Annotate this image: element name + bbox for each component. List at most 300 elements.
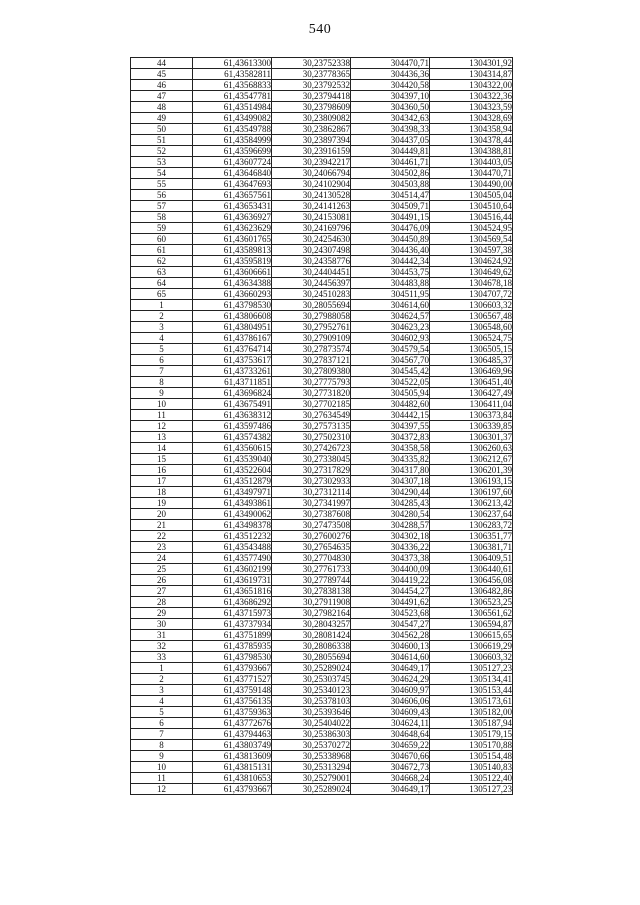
y-coordinate-cell: 1304322,00: [430, 80, 513, 91]
x-coordinate-cell: 304290,44: [351, 487, 430, 498]
y-coordinate-cell: 1306567,48: [430, 311, 513, 322]
point-number-cell: 19: [131, 498, 193, 509]
x-coordinate-cell: 304624,29: [351, 674, 430, 685]
x-coordinate-cell: 304545,42: [351, 366, 430, 377]
point-number-cell: 29: [131, 608, 193, 619]
table-row: [131, 729, 513, 740]
point-number-cell: 18: [131, 487, 193, 498]
longitude-cell: 30,27317829: [272, 465, 351, 476]
x-coordinate-cell: 304562,28: [351, 630, 430, 641]
table-row: [131, 223, 513, 234]
y-coordinate-cell: 1306505,15: [430, 344, 513, 355]
latitude-cell: 61,43813609: [193, 751, 272, 762]
latitude-cell: 61,43803749: [193, 740, 272, 751]
latitude-cell: 61,43794463: [193, 729, 272, 740]
longitude-cell: 30,27702185: [272, 399, 351, 410]
table-row: [131, 674, 513, 685]
table-row: [131, 190, 513, 201]
y-coordinate-cell: 1306469,96: [430, 366, 513, 377]
table-row: [131, 465, 513, 476]
longitude-cell: 30,25289024: [272, 784, 351, 795]
longitude-cell: 30,25404022: [272, 718, 351, 729]
y-coordinate-cell: 1306524,75: [430, 333, 513, 344]
x-coordinate-cell: 304398,33: [351, 124, 430, 135]
latitude-cell: 61,43602199: [193, 564, 272, 575]
point-number-cell: 52: [131, 146, 193, 157]
table-row: [131, 201, 513, 212]
y-coordinate-cell: 1306451,40: [430, 377, 513, 388]
longitude-cell: 30,27341997: [272, 498, 351, 509]
longitude-cell: 30,23798609: [272, 102, 351, 113]
latitude-cell: 61,43522604: [193, 465, 272, 476]
longitude-cell: 30,27761733: [272, 564, 351, 575]
latitude-cell: 61,43539040: [193, 454, 272, 465]
point-number-cell: 27: [131, 586, 193, 597]
table-row: [131, 212, 513, 223]
x-coordinate-cell: 304302,18: [351, 531, 430, 542]
table-row: [131, 740, 513, 751]
x-coordinate-cell: 304307,18: [351, 476, 430, 487]
point-number-cell: 4: [131, 333, 193, 344]
latitude-cell: 61,43686292: [193, 597, 272, 608]
table-row: [131, 498, 513, 509]
latitude-cell: 61,43514984: [193, 102, 272, 113]
x-coordinate-cell: 304288,57: [351, 520, 430, 531]
table-row: [131, 751, 513, 762]
latitude-cell: 61,43577490: [193, 553, 272, 564]
latitude-cell: 61,43493861: [193, 498, 272, 509]
point-number-cell: 3: [131, 322, 193, 333]
latitude-cell: 61,43785935: [193, 641, 272, 652]
x-coordinate-cell: 304400,09: [351, 564, 430, 575]
table-row: [131, 245, 513, 256]
latitude-cell: 61,43549788: [193, 124, 272, 135]
table-row: [131, 344, 513, 355]
latitude-cell: 61,43756135: [193, 696, 272, 707]
latitude-cell: 61,43634388: [193, 278, 272, 289]
longitude-cell: 30,28086338: [272, 641, 351, 652]
y-coordinate-cell: 1305127,23: [430, 663, 513, 674]
longitude-cell: 30,23752338: [272, 58, 351, 69]
coordinates-table-body: [131, 58, 513, 795]
longitude-cell: 30,24066794: [272, 168, 351, 179]
x-coordinate-cell: 304454,27: [351, 586, 430, 597]
point-number-cell: 22: [131, 531, 193, 542]
x-coordinate-cell: 304442,15: [351, 410, 430, 421]
latitude-cell: 61,43733261: [193, 366, 272, 377]
x-coordinate-cell: 304335,82: [351, 454, 430, 465]
x-coordinate-cell: 304476,09: [351, 223, 430, 234]
point-number-cell: 63: [131, 267, 193, 278]
point-number-cell: 2: [131, 311, 193, 322]
x-coordinate-cell: 304509,71: [351, 201, 430, 212]
y-coordinate-cell: 1305182,00: [430, 707, 513, 718]
table-row: [131, 663, 513, 674]
y-coordinate-cell: 1306260,63: [430, 443, 513, 454]
table-row: [131, 267, 513, 278]
latitude-cell: 61,43498378: [193, 520, 272, 531]
y-coordinate-cell: 1305173,61: [430, 696, 513, 707]
longitude-cell: 30,27502310: [272, 432, 351, 443]
table-row: [131, 234, 513, 245]
longitude-cell: 30,28081424: [272, 630, 351, 641]
x-coordinate-cell: 304436,40: [351, 245, 430, 256]
point-number-cell: 62: [131, 256, 193, 267]
longitude-cell: 30,24456397: [272, 278, 351, 289]
table-row: [131, 619, 513, 630]
latitude-cell: 61,43798530: [193, 652, 272, 663]
x-coordinate-cell: 304449,81: [351, 146, 430, 157]
longitude-cell: 30,27731820: [272, 388, 351, 399]
x-coordinate-cell: 304672,73: [351, 762, 430, 773]
point-number-cell: 56: [131, 190, 193, 201]
x-coordinate-cell: 304491,15: [351, 212, 430, 223]
longitude-cell: 30,28055694: [272, 652, 351, 663]
point-number-cell: 4: [131, 696, 193, 707]
point-number-cell: 23: [131, 542, 193, 553]
point-number-cell: 50: [131, 124, 193, 135]
longitude-cell: 30,24510283: [272, 289, 351, 300]
latitude-cell: 61,43512879: [193, 476, 272, 487]
x-coordinate-cell: 304360,50: [351, 102, 430, 113]
y-coordinate-cell: 1304597,38: [430, 245, 513, 256]
latitude-cell: 61,43804951: [193, 322, 272, 333]
y-coordinate-cell: 1305170,88: [430, 740, 513, 751]
x-coordinate-cell: 304609,43: [351, 707, 430, 718]
latitude-cell: 61,43711851: [193, 377, 272, 388]
latitude-cell: 61,43675491: [193, 399, 272, 410]
longitude-cell: 30,25370272: [272, 740, 351, 751]
latitude-cell: 61,43759148: [193, 685, 272, 696]
x-coordinate-cell: 304317,80: [351, 465, 430, 476]
longitude-cell: 30,28055694: [272, 300, 351, 311]
latitude-cell: 61,43560615: [193, 443, 272, 454]
y-coordinate-cell: 1304470,71: [430, 168, 513, 179]
point-number-cell: 6: [131, 718, 193, 729]
longitude-cell: 30,25386303: [272, 729, 351, 740]
x-coordinate-cell: 304491,62: [351, 597, 430, 608]
longitude-cell: 30,27600276: [272, 531, 351, 542]
table-row: [131, 564, 513, 575]
table-row: [131, 553, 513, 564]
table-row: [131, 685, 513, 696]
latitude-cell: 61,43806608: [193, 311, 272, 322]
longitude-cell: 30,23809082: [272, 113, 351, 124]
table-row: [131, 366, 513, 377]
x-coordinate-cell: 304670,66: [351, 751, 430, 762]
longitude-cell: 30,27952761: [272, 322, 351, 333]
longitude-cell: 30,24307498: [272, 245, 351, 256]
y-coordinate-cell: 1306615,65: [430, 630, 513, 641]
x-coordinate-cell: 304649,17: [351, 784, 430, 795]
table-row: [131, 773, 513, 784]
latitude-cell: 61,43636927: [193, 212, 272, 223]
longitude-cell: 30,23916159: [272, 146, 351, 157]
y-coordinate-cell: 1305127,23: [430, 784, 513, 795]
point-number-cell: 10: [131, 762, 193, 773]
longitude-cell: 30,24404451: [272, 267, 351, 278]
x-coordinate-cell: 304397,55: [351, 421, 430, 432]
point-number-cell: 48: [131, 102, 193, 113]
x-coordinate-cell: 304358,58: [351, 443, 430, 454]
point-number-cell: 28: [131, 597, 193, 608]
table-row: [131, 146, 513, 157]
point-number-cell: 9: [131, 751, 193, 762]
longitude-cell: 30,27909109: [272, 333, 351, 344]
point-number-cell: 1: [131, 300, 193, 311]
y-coordinate-cell: 1306212,67: [430, 454, 513, 465]
longitude-cell: 30,27988058: [272, 311, 351, 322]
x-coordinate-cell: 304373,38: [351, 553, 430, 564]
table-row: [131, 542, 513, 553]
table-row: [131, 388, 513, 399]
point-number-cell: 9: [131, 388, 193, 399]
table-row: [131, 157, 513, 168]
latitude-cell: 61,43499082: [193, 113, 272, 124]
point-number-cell: 12: [131, 421, 193, 432]
point-number-cell: 24: [131, 553, 193, 564]
page-number: 540: [308, 22, 332, 37]
y-coordinate-cell: 1306603,32: [430, 300, 513, 311]
y-coordinate-cell: 1306193,15: [430, 476, 513, 487]
x-coordinate-cell: 304419,22: [351, 575, 430, 586]
point-number-cell: 5: [131, 344, 193, 355]
table-row: [131, 399, 513, 410]
coordinates-table: [130, 57, 513, 795]
x-coordinate-cell: 304668,24: [351, 773, 430, 784]
table-row: [131, 300, 513, 311]
y-coordinate-cell: 1304378,44: [430, 135, 513, 146]
longitude-cell: 30,25313294: [272, 762, 351, 773]
x-coordinate-cell: 304505,94: [351, 388, 430, 399]
point-number-cell: 14: [131, 443, 193, 454]
longitude-cell: 30,27573135: [272, 421, 351, 432]
latitude-cell: 61,43657561: [193, 190, 272, 201]
table-row: [131, 575, 513, 586]
y-coordinate-cell: 1305154,48: [430, 751, 513, 762]
y-coordinate-cell: 1306561,62: [430, 608, 513, 619]
y-coordinate-cell: 1306440,61: [430, 564, 513, 575]
point-number-cell: 49: [131, 113, 193, 124]
longitude-cell: 30,27654635: [272, 542, 351, 553]
longitude-cell: 30,25340123: [272, 685, 351, 696]
latitude-cell: 61,43596699: [193, 146, 272, 157]
y-coordinate-cell: 1306427,49: [430, 388, 513, 399]
x-coordinate-cell: 304614,60: [351, 300, 430, 311]
point-number-cell: 12: [131, 784, 193, 795]
point-number-cell: 60: [131, 234, 193, 245]
table-row: [131, 718, 513, 729]
point-number-cell: 7: [131, 366, 193, 377]
x-coordinate-cell: 304514,47: [351, 190, 430, 201]
latitude-cell: 61,43582811: [193, 69, 272, 80]
longitude-cell: 30,27426723: [272, 443, 351, 454]
y-coordinate-cell: 1306485,37: [430, 355, 513, 366]
point-number-cell: 16: [131, 465, 193, 476]
table-row: [131, 58, 513, 69]
y-coordinate-cell: 1305187,94: [430, 718, 513, 729]
point-number-cell: 8: [131, 740, 193, 751]
x-coordinate-cell: 304461,71: [351, 157, 430, 168]
x-coordinate-cell: 304623,23: [351, 322, 430, 333]
y-coordinate-cell: 1304505,04: [430, 190, 513, 201]
y-coordinate-cell: 1304649,62: [430, 267, 513, 278]
latitude-cell: 61,43584999: [193, 135, 272, 146]
point-number-cell: 7: [131, 729, 193, 740]
y-coordinate-cell: 1306213,42: [430, 498, 513, 509]
x-coordinate-cell: 304420,58: [351, 80, 430, 91]
y-coordinate-cell: 1304358,94: [430, 124, 513, 135]
longitude-cell: 30,27387608: [272, 509, 351, 520]
table-row: [131, 608, 513, 619]
point-number-cell: 33: [131, 652, 193, 663]
table-row: [131, 586, 513, 597]
y-coordinate-cell: 1306381,71: [430, 542, 513, 553]
table-row: [131, 432, 513, 443]
table-row: [131, 124, 513, 135]
y-coordinate-cell: 1304403,05: [430, 157, 513, 168]
table-row: [131, 443, 513, 454]
longitude-cell: 30,27312114: [272, 487, 351, 498]
point-number-cell: 2: [131, 674, 193, 685]
y-coordinate-cell: 1306283,72: [430, 520, 513, 531]
point-number-cell: 8: [131, 377, 193, 388]
y-coordinate-cell: 1306603,32: [430, 652, 513, 663]
latitude-cell: 61,43497971: [193, 487, 272, 498]
latitude-cell: 61,43753617: [193, 355, 272, 366]
point-number-cell: 11: [131, 410, 193, 421]
table-row: [131, 652, 513, 663]
longitude-cell: 30,25279001: [272, 773, 351, 784]
longitude-cell: 30,24141263: [272, 201, 351, 212]
table-row: [131, 597, 513, 608]
latitude-cell: 61,43751899: [193, 630, 272, 641]
table-row: [131, 355, 513, 366]
point-number-cell: 47: [131, 91, 193, 102]
table-row: [131, 113, 513, 124]
table-row: [131, 333, 513, 344]
point-number-cell: 11: [131, 773, 193, 784]
latitude-cell: 61,43547781: [193, 91, 272, 102]
table-row: [131, 135, 513, 146]
latitude-cell: 61,43771527: [193, 674, 272, 685]
table-row: [131, 168, 513, 179]
x-coordinate-cell: 304624,11: [351, 718, 430, 729]
longitude-cell: 30,24358776: [272, 256, 351, 267]
x-coordinate-cell: 304567,70: [351, 355, 430, 366]
point-number-cell: 55: [131, 179, 193, 190]
latitude-cell: 61,43597486: [193, 421, 272, 432]
table-row: [131, 179, 513, 190]
longitude-cell: 30,24153081: [272, 212, 351, 223]
point-number-cell: 26: [131, 575, 193, 586]
y-coordinate-cell: 1306237,64: [430, 509, 513, 520]
x-coordinate-cell: 304502,86: [351, 168, 430, 179]
latitude-cell: 61,43512232: [193, 531, 272, 542]
longitude-cell: 30,25303745: [272, 674, 351, 685]
table-row: [131, 630, 513, 641]
longitude-cell: 30,23942217: [272, 157, 351, 168]
point-number-cell: 57: [131, 201, 193, 212]
x-coordinate-cell: 304336,22: [351, 542, 430, 553]
x-coordinate-cell: 304649,17: [351, 663, 430, 674]
table-row: [131, 311, 513, 322]
x-coordinate-cell: 304523,68: [351, 608, 430, 619]
point-number-cell: 53: [131, 157, 193, 168]
longitude-cell: 30,23862867: [272, 124, 351, 135]
y-coordinate-cell: 1306409,51: [430, 553, 513, 564]
longitude-cell: 30,24169796: [272, 223, 351, 234]
table-row: [131, 102, 513, 113]
x-coordinate-cell: 304285,43: [351, 498, 430, 509]
longitude-cell: 30,27982164: [272, 608, 351, 619]
latitude-cell: 61,43696824: [193, 388, 272, 399]
latitude-cell: 61,43647693: [193, 179, 272, 190]
x-coordinate-cell: 304450,89: [351, 234, 430, 245]
y-coordinate-cell: 1304314,87: [430, 69, 513, 80]
table-row: [131, 256, 513, 267]
longitude-cell: 30,27873574: [272, 344, 351, 355]
point-number-cell: 46: [131, 80, 193, 91]
y-coordinate-cell: 1304323,59: [430, 102, 513, 113]
longitude-cell: 30,24102904: [272, 179, 351, 190]
table-row: [131, 476, 513, 487]
latitude-cell: 61,43798530: [193, 300, 272, 311]
longitude-cell: 30,27775793: [272, 377, 351, 388]
y-coordinate-cell: 1306523,25: [430, 597, 513, 608]
table-row: [131, 289, 513, 300]
y-coordinate-cell: 1305134,41: [430, 674, 513, 685]
latitude-cell: 61,43810653: [193, 773, 272, 784]
longitude-cell: 30,25338968: [272, 751, 351, 762]
y-coordinate-cell: 1306456,08: [430, 575, 513, 586]
latitude-cell: 61,43737934: [193, 619, 272, 630]
table-row: [131, 377, 513, 388]
x-coordinate-cell: 304372,83: [351, 432, 430, 443]
y-coordinate-cell: 1304569,54: [430, 234, 513, 245]
y-coordinate-cell: 1306594,87: [430, 619, 513, 630]
longitude-cell: 30,27809380: [272, 366, 351, 377]
longitude-cell: 30,27911908: [272, 597, 351, 608]
x-coordinate-cell: 304624,57: [351, 311, 430, 322]
longitude-cell: 30,27837121: [272, 355, 351, 366]
y-coordinate-cell: 1306619,29: [430, 641, 513, 652]
longitude-cell: 30,23794418: [272, 91, 351, 102]
point-number-cell: 10: [131, 399, 193, 410]
latitude-cell: 61,43759363: [193, 707, 272, 718]
y-coordinate-cell: 1304510,64: [430, 201, 513, 212]
y-coordinate-cell: 1306411,04: [430, 399, 513, 410]
point-number-cell: 65: [131, 289, 193, 300]
table-row: [131, 91, 513, 102]
point-number-cell: 30: [131, 619, 193, 630]
y-coordinate-cell: 1304624,92: [430, 256, 513, 267]
x-coordinate-cell: 304453,75: [351, 267, 430, 278]
latitude-cell: 61,43623629: [193, 223, 272, 234]
x-coordinate-cell: 304547,27: [351, 619, 430, 630]
latitude-cell: 61,43619731: [193, 575, 272, 586]
table-row: [131, 531, 513, 542]
x-coordinate-cell: 304648,64: [351, 729, 430, 740]
point-number-cell: 51: [131, 135, 193, 146]
point-number-cell: 61: [131, 245, 193, 256]
longitude-cell: 30,23897394: [272, 135, 351, 146]
x-coordinate-cell: 304442,34: [351, 256, 430, 267]
longitude-cell: 30,23792532: [272, 80, 351, 91]
latitude-cell: 61,43715973: [193, 608, 272, 619]
y-coordinate-cell: 1304524,95: [430, 223, 513, 234]
latitude-cell: 61,43490062: [193, 509, 272, 520]
